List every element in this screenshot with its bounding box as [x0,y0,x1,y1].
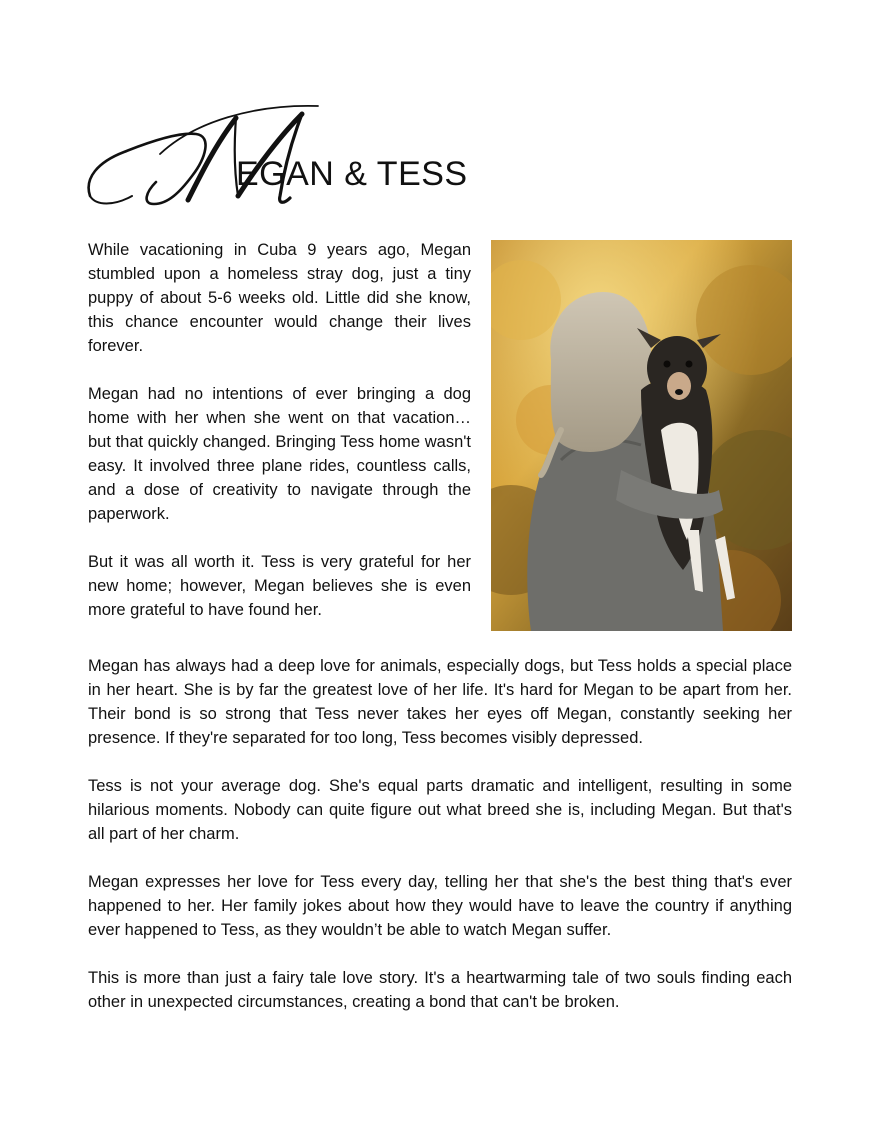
title-text: EGAN & TESS [236,155,468,193]
body-paragraph: Megan expresses her love for Tess every day, telling her that she's the best thing that's ever happened to her. Her family jokes about how they would have to leave the country if anything ever happened to Tess, as they wouldn’t be able to watch Megan suffer. [88,873,792,939]
body-column [88,654,792,1038]
page-title [84,100,544,212]
intro-paragraph: Megan had no intentions of ever bringing a dog home with her when she went on that vacation… but that quickly changed. Bringing Tess home wasn't easy. It involved three plane rides, countless calls, and a dose of creativity to navigate through the paperwork. [88,385,471,523]
photo-illustration [491,240,792,631]
intro-column [88,238,471,622]
intro-paragraph: But it was all worth it. Tess is very grateful for her new home; however, Megan believes she is even more grateful to have found her. [88,553,471,619]
body-paragraph: Megan has always had a deep love for animals, especially dogs, but Tess holds a special place in her heart. She is by far the greatest love of her life. It's hard for Megan to be apart from her. Their bond is so strong that Tess never takes her eyes off Megan, constantly seeking her presence. If they're separated for too long, Tess becomes visibly depressed. [88,657,792,747]
photo-woman-holding-dog [491,240,792,631]
body-paragraph: Tess is not your average dog. She's equal parts dramatic and intelligent, resulting in some hilarious moments. Nobody can quite figure out what breed she is, including Megan. But that's all part of her charm. [88,777,792,843]
body-paragraph: This is more than just a fairy tale love story. It's a heartwarming tale of two souls finding each other in unexpected circumstances, creating a bond that can't be broken. [88,969,792,1011]
intro-paragraph: While vacationing in Cuba 9 years ago, Megan stumbled upon a homeless stray dog, just a tiny puppy of about 5-6 weeks old. Little did she know, this chance encounter would change their lives forever. [88,241,471,355]
